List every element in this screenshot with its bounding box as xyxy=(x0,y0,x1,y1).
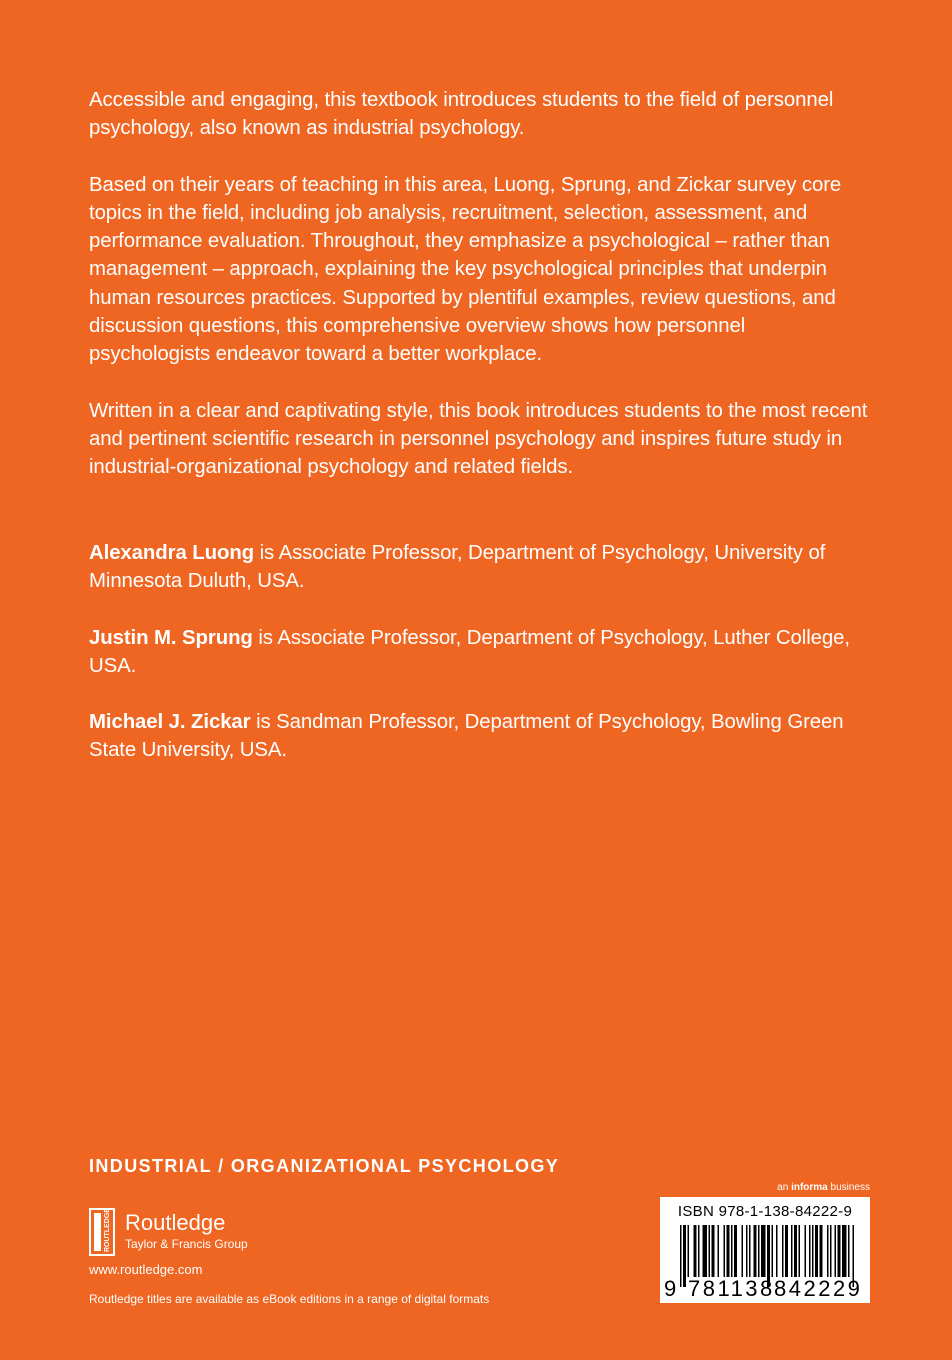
blurb-paragraph: Accessible and engaging, this textbook introduces students to the field of personnel psychology, also known as industrial psychology. xyxy=(89,89,834,140)
barcode-bar xyxy=(683,1225,686,1287)
barcode-bar xyxy=(688,1225,690,1277)
author-name: Michael J. Zickar xyxy=(89,711,251,734)
isbn-label: ISBN 978-1-138-84222-9 xyxy=(677,1203,853,1220)
barcode-digits-left: 781138 xyxy=(688,1276,775,1301)
barcode-bar xyxy=(749,1225,751,1277)
barcode-bar xyxy=(809,1225,811,1277)
barcode-bar xyxy=(703,1225,708,1277)
barcode-bar xyxy=(805,1225,807,1277)
barcode-bar xyxy=(820,1225,823,1277)
barcode-bar xyxy=(842,1225,847,1277)
barcode-bar xyxy=(680,1225,682,1287)
barcode-bar xyxy=(712,1225,715,1277)
barcode-bar xyxy=(815,1225,818,1277)
barcode-bar xyxy=(838,1225,841,1277)
publisher-name: Routledge xyxy=(125,1210,226,1235)
barcode-bar xyxy=(830,1225,832,1277)
blurb-paragraph: Based on their years of teaching in this area, Luong, Sprung, and Zickar survey core topics in the field, including job analysis, recruitment, selection, assessment, and performance evaluation. Throughout, they emphasize a psychological – rather than management – approach, explaining the key psychological principles that underpin human resources practices. Supported by plentiful examples, review questions, and discussion questions, this comprehensive overview shows how personnel psychologists endeavor toward a better workplace. xyxy=(89,173,842,366)
author-name: Justin M. Sprung xyxy=(89,626,253,649)
informa-tagline xyxy=(777,1182,870,1193)
barcode-bar xyxy=(799,1225,801,1277)
barcode-bar xyxy=(731,1225,733,1277)
barcode-bar xyxy=(698,1225,700,1277)
ebook-note: Routledge titles are available as eBook editions in a range of digital formats xyxy=(89,1292,490,1306)
barcode-bar xyxy=(772,1225,774,1277)
author-affiliation: is Associate Professor, Department of Psychology, Luther College, USA. xyxy=(89,626,850,677)
spine-text: ROUTLEDGE xyxy=(104,1208,111,1252)
author-bios xyxy=(89,539,879,793)
author-bio xyxy=(89,708,879,765)
barcode-bar xyxy=(754,1225,757,1277)
author-name: Alexandra Luong xyxy=(89,542,255,564)
informa-brand: informa xyxy=(791,1182,828,1193)
author-bio xyxy=(89,539,879,596)
barcode-digits-right: 842229 xyxy=(774,1276,863,1301)
barcode-bar xyxy=(776,1225,778,1277)
author-bio xyxy=(89,624,879,681)
barcode-bar xyxy=(827,1225,829,1277)
barcode-bar xyxy=(761,1225,766,1277)
subject-category: INDUSTRIAL / ORGANIZATIONAL PSYCHOLOGY xyxy=(89,1156,560,1176)
publisher-website[interactable]: www.routledge.com xyxy=(89,1262,203,1277)
publisher-group: Taylor & Francis Group xyxy=(125,1237,248,1251)
barcode-bar xyxy=(848,1225,850,1277)
isbn-barcode xyxy=(660,1197,870,1303)
blurb-paragraph: Written in a clear and captivating style, this book introduces students to the most recent and pertinent scientific research in personnel psychology and inspires future study in industrial-organizational psychology and related fields. xyxy=(89,399,868,479)
informa-suffix: business xyxy=(827,1182,870,1193)
barcode-bar xyxy=(734,1225,737,1277)
barcode-bar xyxy=(742,1225,744,1277)
barcode-bar xyxy=(727,1225,730,1277)
barcode-bar xyxy=(835,1225,837,1277)
barcode-bar xyxy=(794,1225,797,1277)
barcode-bar xyxy=(746,1225,748,1277)
barcode-bar xyxy=(724,1225,726,1277)
barcode-bar xyxy=(758,1225,760,1277)
barcode-bar xyxy=(782,1225,784,1277)
barcode-bar xyxy=(694,1225,697,1277)
barcode-digit-lead: 9 xyxy=(664,1276,677,1301)
author-affiliation: is Associate Professor, Department of Psychology, University of Minnesota Duluth, USA. xyxy=(89,542,826,593)
author-affiliation: is Sandman Professor, Department of Psychology, Bowling Green State University, USA. xyxy=(89,711,844,762)
routledge-mark-icon xyxy=(89,1208,115,1256)
routledge-logo xyxy=(89,1208,289,1256)
barcode-bar xyxy=(718,1225,720,1277)
barcode-bar xyxy=(791,1225,793,1277)
barcode-bar xyxy=(812,1225,814,1277)
barcode-bar xyxy=(709,1225,711,1277)
cover-blurb xyxy=(89,86,869,510)
barcode-bar xyxy=(785,1225,788,1277)
informa-prefix: an xyxy=(777,1182,792,1193)
